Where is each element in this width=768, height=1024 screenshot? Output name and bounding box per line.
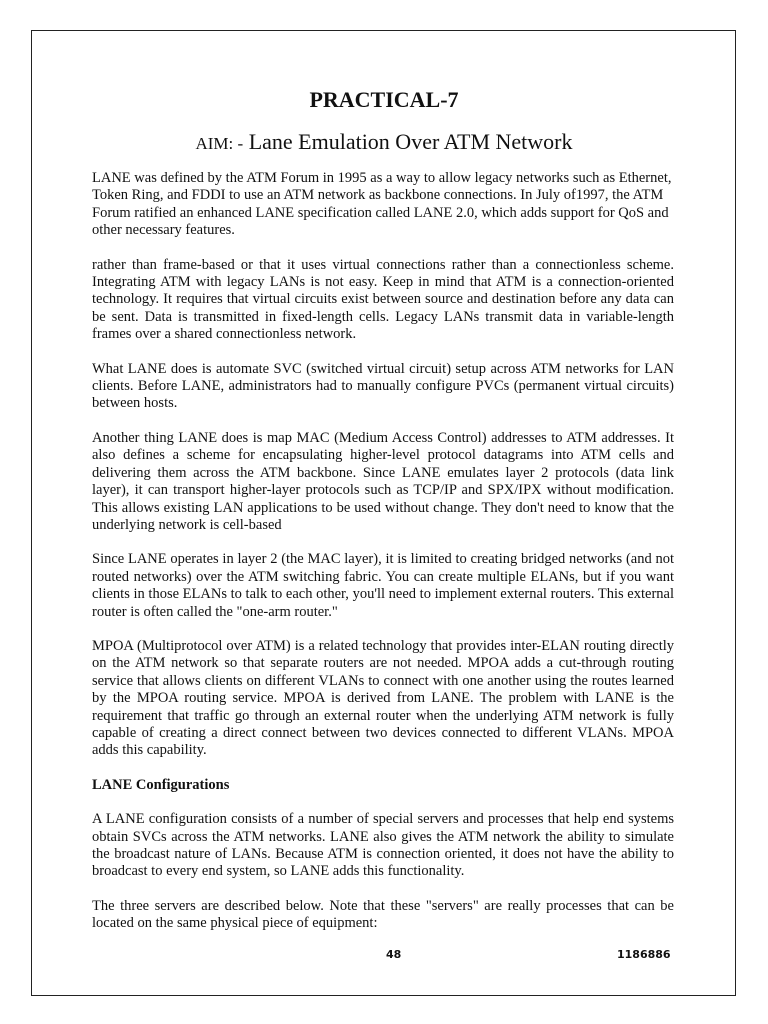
section-heading: LANE Configurations — [92, 776, 230, 793]
aim-line — [0, 128, 768, 158]
page-number: 48 — [386, 948, 402, 961]
document-body — [92, 170, 674, 950]
paragraph-lane-config: A LANE configuration consists of a number of special servers and processes that help end systems obtain SVCs across the ATM networks. LANE also gives the ATM network the ability to simulate the broadcast nature of LANs. Because ATM is connection oriented, it does not have the ability to broadcast to every end system, so LANE adds this functionality. — [92, 811, 674, 880]
paragraph-svc-setup: What LANE does is automate SVC (switched virtual circuit) setup across ATM networks for LAN clients. Before LANE, administrators had to manually configure PVCs (permanent virtual circuits) between hosts. — [92, 360, 674, 412]
paragraph-three-servers: The three servers are described below. Note that these "servers" are really processes that can be located on the same physical piece of equipment: — [92, 897, 674, 932]
paragraph-atm-legacy: rather than frame-based or that it uses virtual connections rather than a connectionless scheme. Integrating ATM with legacy LANs is not easy. Keep in mind that ATM is a connection-oriented technology. It requires that virtual circuits exist between source and destination before any data can be sent. Data is transmitted in fixed-length cells. Legacy LANs transmit data in variable-length frames over a shared connectionless network. — [92, 256, 674, 343]
paragraph-mpoa: MPOA (Multiprotocol over ATM) is a related technology that provides inter-ELAN routing directly on the ATM network so that separate routers are not needed. MPOA adds a cut-through routing service that allows clients on different VLANs to connect with one another using the routes learned by the MPOA routing service. MPOA is derived from LANE. The problem with LANE is the requirement that traffic go through an external router when the underlying ATM network is fully capable of creating a direct connect between two devices connected to different VLANs. MPOA adds this capability. — [92, 637, 674, 759]
aim-label: AIM: - — [195, 134, 244, 153]
paragraph-layer2: Since LANE operates in layer 2 (the MAC layer), it is limited to creating bridged networks (and not routed networks) over the ATM switching fabric. You can create multiple ELANs, but if you want clients in those ELANs to talk to each other, you'll need to implement external routers. This external router is often called the "one-arm router." — [92, 551, 674, 620]
document-id: 1186886 — [617, 948, 671, 961]
page-title: PRACTICAL-7 — [309, 87, 459, 112]
paragraph-intro: LANE was defined by the ATM Forum in 1995 as a way to allow legacy networks such as Ethernet, Token Ring, and FDDI to use an ATM network as backbone connections. In July of1997, the ATM Forum ratified an enhanced LANE specification called LANE 2.0, which adds support for QoS and other necessary features. — [92, 170, 672, 239]
aim-text: Lane Emulation Over ATM Network — [248, 129, 573, 154]
paragraph-mac-mapping: Another thing LANE does is map MAC (Medium Access Control) addresses to ATM addresses. It also defines a scheme for encapsulating higher-level protocol datagrams into ATM cells and delivering them across the ATM backbone. Since LANE emulates layer 2 protocols (data link layer), it can transport higher-layer protocols such as TCP/IP and SPX/IPX without modification. This allows existing LAN applications to be used without change. They don't need to know that the underlying network is cell-based — [92, 429, 674, 533]
